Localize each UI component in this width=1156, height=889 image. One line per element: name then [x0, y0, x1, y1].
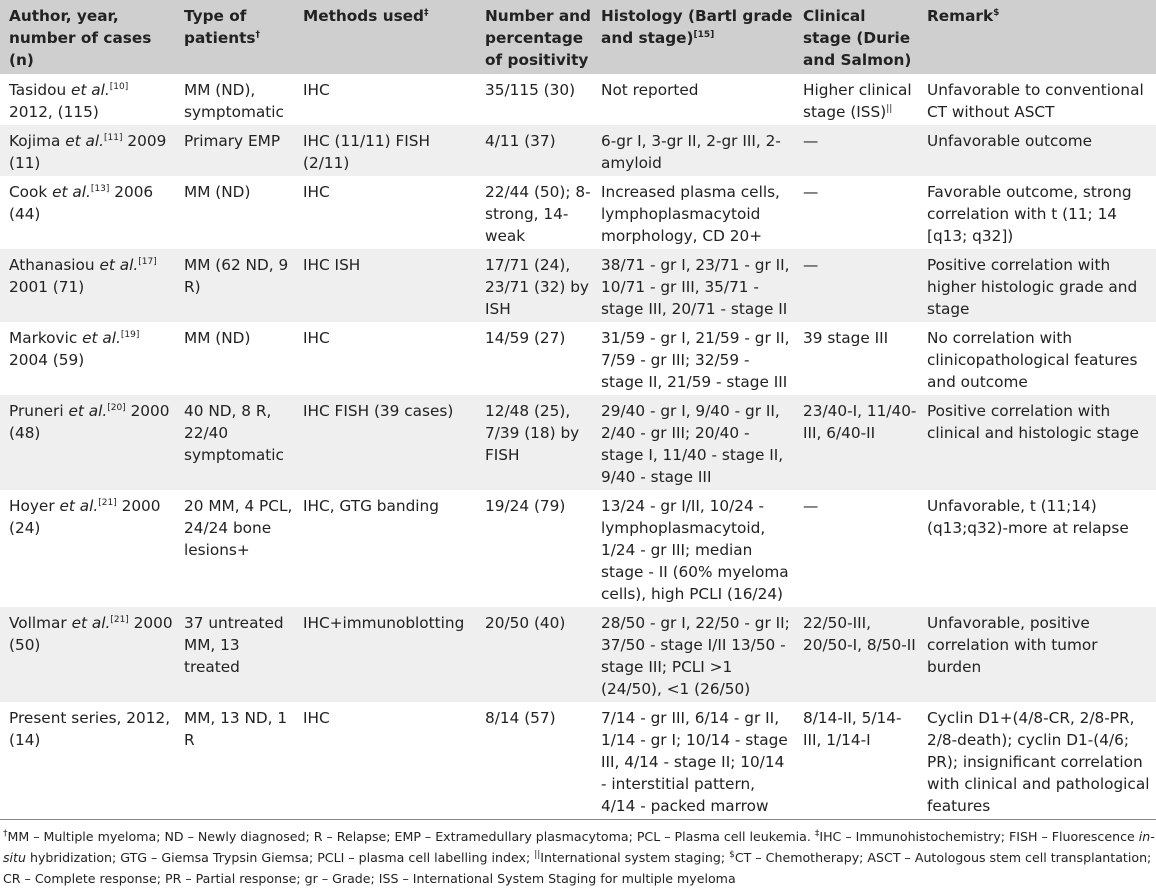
cell-number: 4/11 (37): [476, 125, 592, 176]
cell-remark: Unfavorable to conventional CT without ASCT: [918, 74, 1156, 125]
cell-remark: Favorable outcome, strong correlation with t (11; 14 [q13; q32]): [918, 176, 1156, 249]
cell-histology: 38/71 - gr I, 23/71 - gr II, 10/71 - gr III, 35/71 - stage III, 20/71 - stage II: [592, 249, 794, 322]
table-row: [0, 607, 1156, 702]
cell-author: Pruneri et al.[20] 2000 (48): [0, 395, 175, 490]
header-methods: Methods used‡: [294, 0, 476, 74]
cell-methods: IHC+immunoblotting: [294, 607, 476, 702]
table-row: [0, 74, 1156, 125]
cell-stage: —: [794, 490, 918, 607]
header-number: Number and percentage of positivity: [476, 0, 592, 74]
header-histology: Histology (Bartl grade and stage)[15]: [592, 0, 794, 74]
cell-number: 8/14 (57): [476, 702, 592, 820]
cell-stage: —: [794, 176, 918, 249]
cell-patients: MM (ND): [175, 176, 294, 249]
cell-methods: IHC FISH (39 cases): [294, 395, 476, 490]
cell-number: 17/71 (24), 23/71 (32) by ISH: [476, 249, 592, 322]
cell-number: 20/50 (40): [476, 607, 592, 702]
cell-remark: Positive correlation with higher histologic grade and stage: [918, 249, 1156, 322]
table-row: [0, 176, 1156, 249]
cell-stage: —: [794, 249, 918, 322]
cell-methods: IHC, GTG banding: [294, 490, 476, 607]
cell-methods: IHC ISH: [294, 249, 476, 322]
cell-remark: Unfavorable, positive correlation with tumor burden: [918, 607, 1156, 702]
cell-author: Cook et al.[13] 2006 (44): [0, 176, 175, 249]
cell-methods: IHC: [294, 176, 476, 249]
footnote: †MM – Multiple myeloma; ND – Newly diagnosed; R – Relapse; EMP – Extramedullary plasmacytoma; PCL – Plasma cell leukemia. ‡IHC – Immunohistochemistry; FISH – Fluorescence in-situ hybridization; GTG – Giemsa Trypsin Giemsa; PCLI – plasma cell labelling index; ||International system staging; $CT – Chemotherapy; ASCT – Autologous stem cell transplantation; CR – Complete response; PR – Partial response; gr – Grade; ISS – International System Staging for multiple myeloma: [3, 828, 1155, 886]
cell-methods: IHC: [294, 74, 476, 125]
cell-patients: 40 ND, 8 R, 22/40 symptomatic: [175, 395, 294, 490]
cell-remark: Positive correlation with clinical and histologic stage: [918, 395, 1156, 490]
cell-author: Markovic et al.[19] 2004 (59): [0, 322, 175, 395]
header-patients: Type of patients†: [175, 0, 294, 74]
cell-patients: 37 untreated MM, 13 treated: [175, 607, 294, 702]
cell-author: Tasidou et al.[10] 2012, (115): [0, 74, 175, 125]
cell-patients: 20 MM, 4 PCL, 24/24 bone lesions+: [175, 490, 294, 607]
header-remark: Remark$: [918, 0, 1156, 74]
header-stage: Clinical stage (Durie and Salmon): [794, 0, 918, 74]
cell-histology: 28/50 - gr I, 22/50 - gr II; 37/50 - stage I/II 13/50 - stage III; PCLI >1 (24/50), <1 (26/50): [592, 607, 794, 702]
cell-histology: 6-gr I, 3-gr II, 2-gr III, 2-amyloid: [592, 125, 794, 176]
cell-number: 19/24 (79): [476, 490, 592, 607]
cell-number: 22/44 (50); 8-strong, 14-weak: [476, 176, 592, 249]
cell-number: 14/59 (27): [476, 322, 592, 395]
cell-methods: IHC: [294, 322, 476, 395]
table-row: [0, 395, 1156, 490]
cell-stage: 23/40-I, 11/40-III, 6/40-II: [794, 395, 918, 490]
table-row: [0, 322, 1156, 395]
cell-stage: 39 stage III: [794, 322, 918, 395]
cell-remark: No correlation with clinicopathological features and outcome: [918, 322, 1156, 395]
header-author: Author, year, number of cases (n): [0, 0, 175, 74]
cell-author: Hoyer et al.[21] 2000 (24): [0, 490, 175, 607]
cell-stage: —: [794, 125, 918, 176]
cell-remark: Unfavorable, t (11;14) (q13;q32)-more at relapse: [918, 490, 1156, 607]
cell-author: Present series, 2012, (14): [0, 702, 175, 820]
cell-stage: 8/14-II, 5/14-III, 1/14-I: [794, 702, 918, 820]
cell-methods: IHC: [294, 702, 476, 820]
table-row: [0, 125, 1156, 176]
cell-remark: Unfavorable outcome: [918, 125, 1156, 176]
table-row: [0, 249, 1156, 322]
cell-stage: Higher clinical stage (ISS)||: [794, 74, 918, 125]
cell-remark: Cyclin D1+(4/8-CR, 2/8-PR, 2/8-death); cyclin D1-(4/6; PR); insignificant correlation with clinical and pathological features: [918, 702, 1156, 820]
cell-stage: 22/50-III, 20/50-I, 8/50-II: [794, 607, 918, 702]
cell-histology: 29/40 - gr I, 9/40 - gr II, 2/40 - gr III; 20/40 - stage I, 11/40 - stage II, 9/40 - stage III: [592, 395, 794, 490]
cell-author: Kojima et al.[11] 2009 (11): [0, 125, 175, 176]
cell-histology: 13/24 - gr I/II, 10/24 - lymphoplasmacytoid, 1/24 - gr III; median stage - II (60% myeloma cells), high PCLI (16/24): [592, 490, 794, 607]
cell-patients: MM (ND), symptomatic: [175, 74, 294, 125]
table-row: [0, 490, 1156, 607]
cell-histology: Increased plasma cells, lymphoplasmacytoid morphology, CD 20+: [592, 176, 794, 249]
cell-patients: MM (ND): [175, 322, 294, 395]
cell-patients: Primary EMP: [175, 125, 294, 176]
table-row: [0, 702, 1156, 820]
header-row: [0, 0, 1156, 74]
cell-histology: Not reported: [592, 74, 794, 125]
cell-number: 35/115 (30): [476, 74, 592, 125]
cell-author: Vollmar et al.[21] 2000 (50): [0, 607, 175, 702]
cell-author: Athanasiou et al.[17] 2001 (71): [0, 249, 175, 322]
cell-methods: IHC (11/11) FISH (2/11): [294, 125, 476, 176]
cell-patients: MM, 13 ND, 1 R: [175, 702, 294, 820]
cell-patients: MM (62 ND, 9 R): [175, 249, 294, 322]
cell-histology: 31/59 - gr I, 21/59 - gr II, 7/59 - gr III; 32/59 - stage II, 21/59 - stage III: [592, 322, 794, 395]
cell-number: 12/48 (25), 7/39 (18) by FISH: [476, 395, 592, 490]
cell-histology: 7/14 - gr III, 6/14 - gr II, 1/14 - gr I; 10/14 - stage III, 4/14 - stage II; 10/14 - interstitial pattern, 4/14 - packed marrow: [592, 702, 794, 820]
